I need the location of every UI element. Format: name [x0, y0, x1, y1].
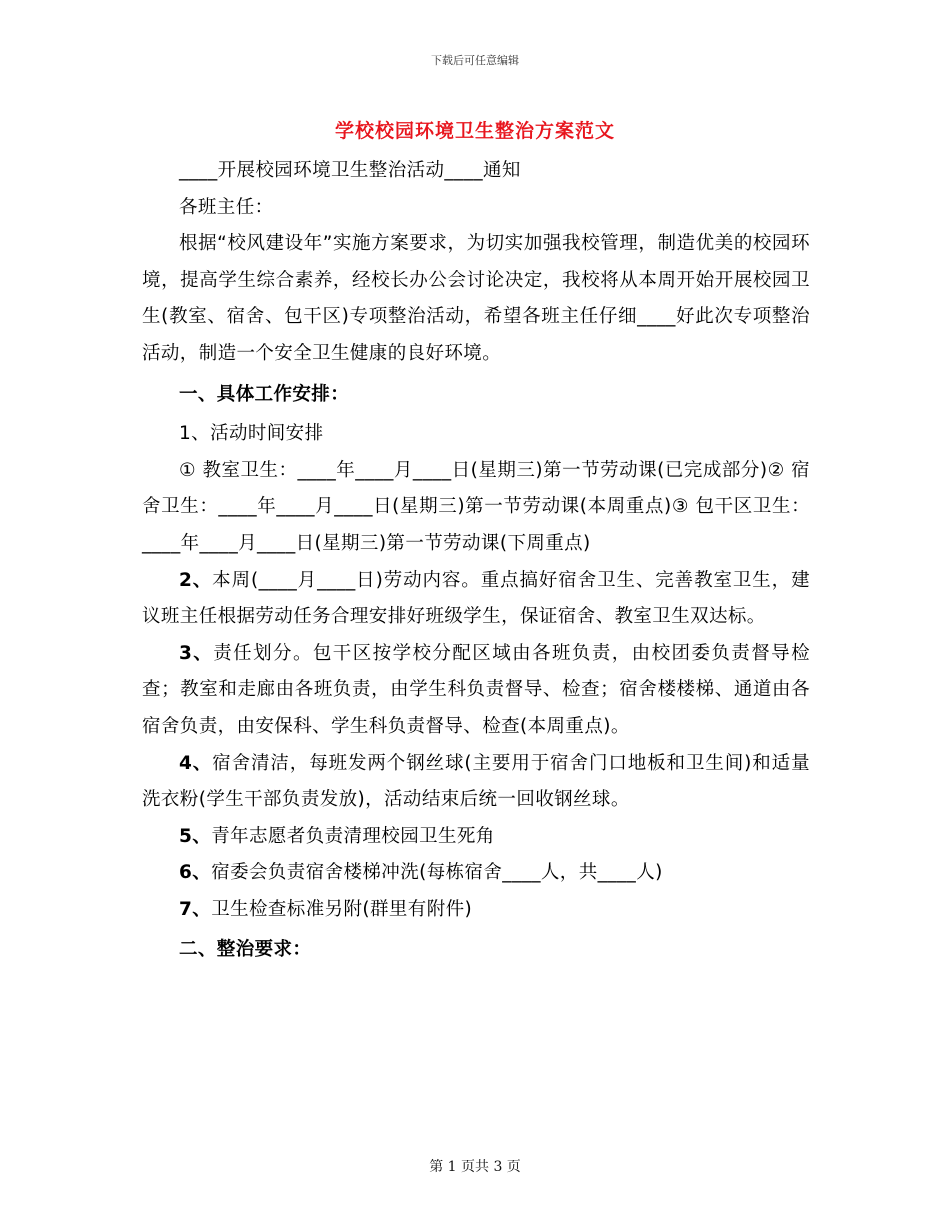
section-heading-1: 一、具体工作安排：: [179, 383, 350, 405]
item-6-body: 宿委会负责宿舍楼梯冲洗(每栋宿舍____人，共____人): [211, 862, 663, 884]
item-6-number: 6、: [179, 862, 212, 884]
item-7-body: 卫生检查标准另附(群里有附件): [211, 898, 473, 920]
item-7-number: 7、: [179, 898, 212, 920]
item-2: [142, 563, 810, 636]
section-heading-2: 二、整治要求：: [179, 939, 312, 961]
item-2-body: 本周(____月____日)劳动内容。重点搞好宿舍卫生、完善教室卫生，建议班主任根据劳动任务合理安排好班级学生，保证宿舍、教室卫生双达标。: [142, 569, 810, 628]
notice-line: ____开展校园环境卫生整治活动____通知: [179, 160, 521, 181]
item-3-body: 责任划分。包干区按学校分配区域由各班负责，由校团委负责督导检查；教室和走廊由各班负责，由学生科负责督导、检查；宿舍楼楼梯、通道由各宿舍负责，由安保科、学生科负责督导、检查(本周重点)。: [142, 642, 810, 737]
item-4-body: 宿舍清洁，每班发两个钢丝球(主要用于宿舍门口地板和卫生间)和适量洗衣粉(学生干部负责发放)，活动结束后统一回收钢丝球。: [142, 752, 810, 811]
item-3-number: 3、: [179, 642, 214, 664]
document-title: 学校校园环境卫生整治方案范文: [334, 120, 615, 142]
item-7: [142, 892, 810, 929]
item-5-number: 5、: [179, 825, 212, 847]
document-body: [142, 153, 810, 972]
item-4: [142, 746, 810, 819]
item-1-body: ① 教室卫生：____年____月____日(星期三)第一节劳动课(已完成部分)② 宿舍卫生：____年____月____日(星期三)第一节劳动课(本周重点)③ 包干区卫生：____年____月____日(星期三)第一节劳动课(下周重点): [142, 459, 810, 554]
salutation: 各班主任：: [179, 196, 274, 218]
header-note: 下载后可任意编辑: [431, 54, 519, 67]
page-footer: 第 1 页共 3 页: [429, 1159, 521, 1175]
item-5: [142, 819, 810, 856]
intro-paragraph: 根据“校风建设年”实施方案要求，为切实加强我校管理，制造优美的校园环境，提高学生综合素养，经校长办公会讨论决定，我校将从本周开始开展校园卫生(教室、宿舍、包干区)专项整治活动，希望各班主任仔细____好此次专项整治活动，制造一个安全卫生健康的良好环境。: [142, 233, 810, 364]
item-5-body: 青年志愿者负责清理校园卫生死角: [211, 825, 495, 847]
item-4-number: 4、: [179, 752, 213, 774]
item-3: [142, 636, 810, 746]
item-6: [142, 855, 810, 892]
item-1-title: 1、活动时间安排: [179, 423, 324, 445]
item-2-number: 2、: [179, 569, 213, 591]
